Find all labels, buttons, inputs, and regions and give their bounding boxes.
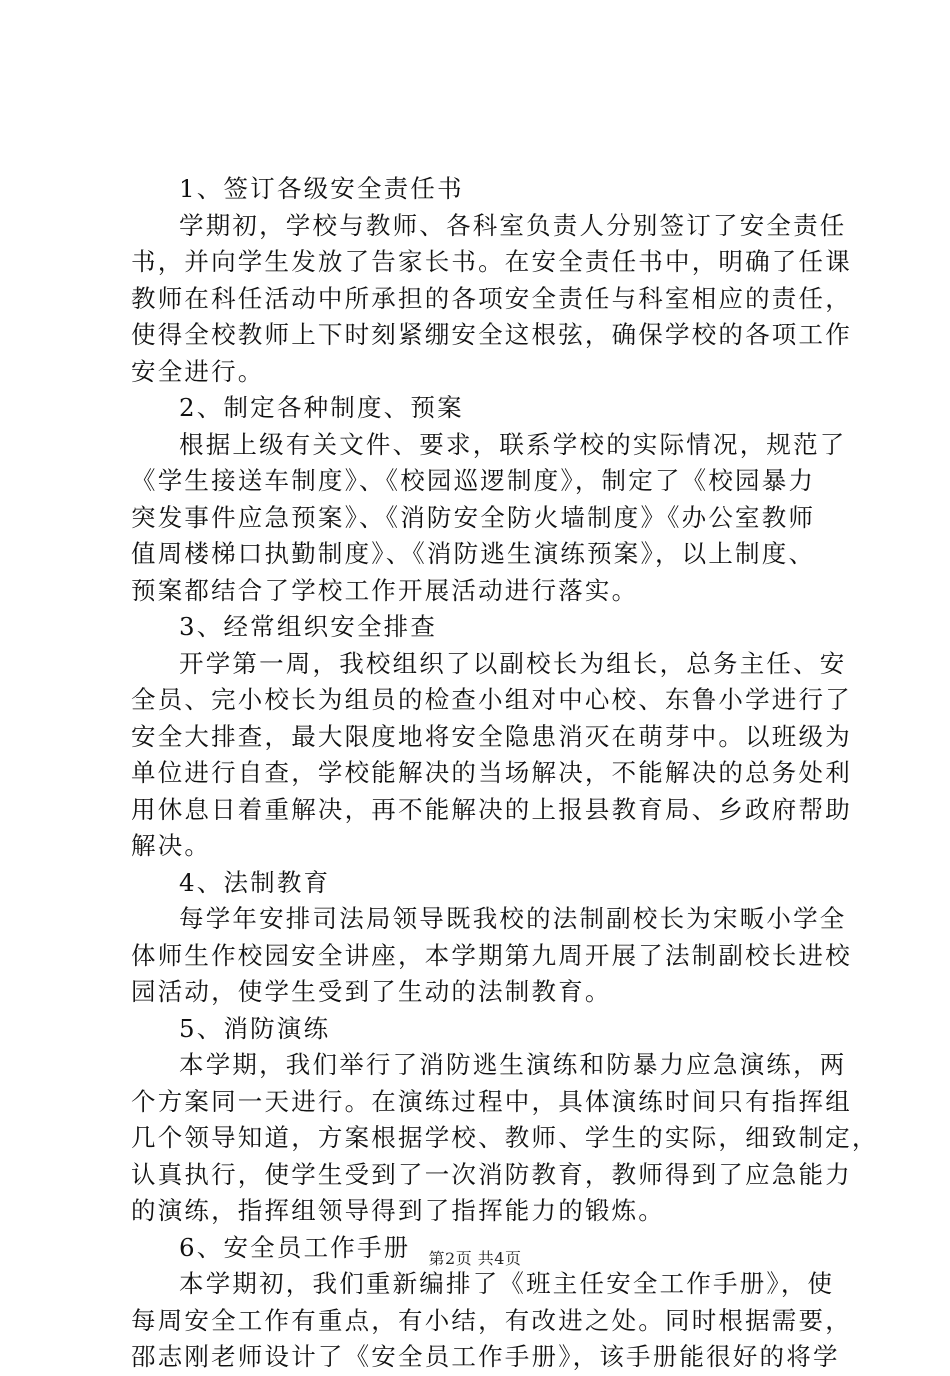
paragraph-line: 单位进行自查，学校能解决的当场解决，不能解决的总务处利	[131, 758, 852, 787]
paragraph-line: 预案都结合了学校工作开展活动进行落实。	[131, 575, 639, 605]
section-heading: 3、经常组织安全排查	[179, 612, 438, 641]
paragraph-line: 安全进行。	[131, 356, 265, 386]
paragraph-line: 教师在科任活动中所承担的各项安全责任与科室相应的责任，	[131, 283, 852, 313]
paragraph-line: 使得全校教师上下时刻紧绷安全这根弦，确保学校的各项工作	[131, 320, 852, 349]
paragraph-line: 开学第一周，我校组织了以副校长为组长，总务主任、安	[179, 648, 847, 678]
paragraph-line: 认真执行，使学生受到了一次消防教育，教师得到了应急能力	[131, 1159, 852, 1189]
section-5	[131, 1011, 879, 1230]
paragraph-line: 的演练，指挥组领导得到了指挥能力的锻炼。	[131, 1196, 665, 1225]
section-heading: 1、签订各级安全责任书	[179, 174, 464, 203]
paragraph-line: 个方案同一天进行。在演练过程中，具体演练时间只有指挥组	[131, 1086, 852, 1116]
paragraph-line: 本学期初，我们重新编排了《班主任安全工作手册》，使	[179, 1269, 835, 1298]
paragraph-line: 体师生作校园安全讲座，本学期第九周开展了法制副校长进校	[131, 940, 852, 970]
paragraph-line: 解决。	[131, 831, 212, 860]
paragraph-line: 书，并向学生发放了告家长书。在安全责任书中，明确了任课	[131, 247, 852, 276]
paragraph-line: 每学年安排司法局领导既我校的法制副校长为宋畈小学全	[179, 904, 847, 933]
section-heading: 5、消防演练	[179, 1013, 331, 1043]
paragraph-line: 学期初，学校与教师、各科室负责人分别签订了安全责任	[179, 210, 847, 240]
section-heading: 2、制定各种制度、预案	[179, 393, 464, 422]
document-body	[131, 171, 879, 1376]
paragraph-line: 用休息日着重解决，再不能解决的上报县教育局、乡政府帮助	[131, 794, 852, 824]
paragraph-line: 根据上级有关文件、要求，联系学校的实际情况，规范了	[179, 429, 847, 459]
paragraph-line: 每周安全工作有重点，有小结，有改进之处。同时根据需要，	[131, 1305, 852, 1335]
section-1	[131, 171, 852, 390]
section-heading: 6、安全员工作手册	[179, 1232, 411, 1262]
paragraph-line: 园活动，使学生受到了生动的法制教育。	[131, 977, 612, 1006]
section-4	[131, 865, 852, 1011]
page-number-footer: 第2页 共4页	[428, 1249, 522, 1268]
section-2	[131, 390, 847, 609]
paragraph-line: 几个领导知道，方案根据学校、教师、学生的实际，细致制定，	[131, 1123, 879, 1152]
section-heading: 4、法制教育	[179, 867, 331, 897]
section-3	[131, 609, 852, 865]
paragraph-line: 《学生接送车制度》、《校园巡逻制度》，制定了《校园暴力	[131, 466, 816, 495]
paragraph-line: 邵志刚老师设计了《安全员工作手册》，该手册能很好的将学	[131, 1342, 840, 1371]
paragraph-line: 突发事件应急预案》、《消防安全防火墙制度》《办公室教师	[131, 502, 816, 532]
paragraph-line: 全员、完小校长为组员的检查小组对中心校、东鲁小学进行了	[131, 685, 852, 714]
paragraph-line: 本学期，我们举行了消防逃生演练和防暴力应急演练，两	[179, 1050, 847, 1079]
paragraph-line: 值周楼梯口执勤制度》、《消防逃生演练预案》，以上制度、	[131, 539, 816, 568]
paragraph-line: 安全大排查，最大限度地将安全隐患消灭在萌芽中。以班级为	[131, 721, 852, 751]
